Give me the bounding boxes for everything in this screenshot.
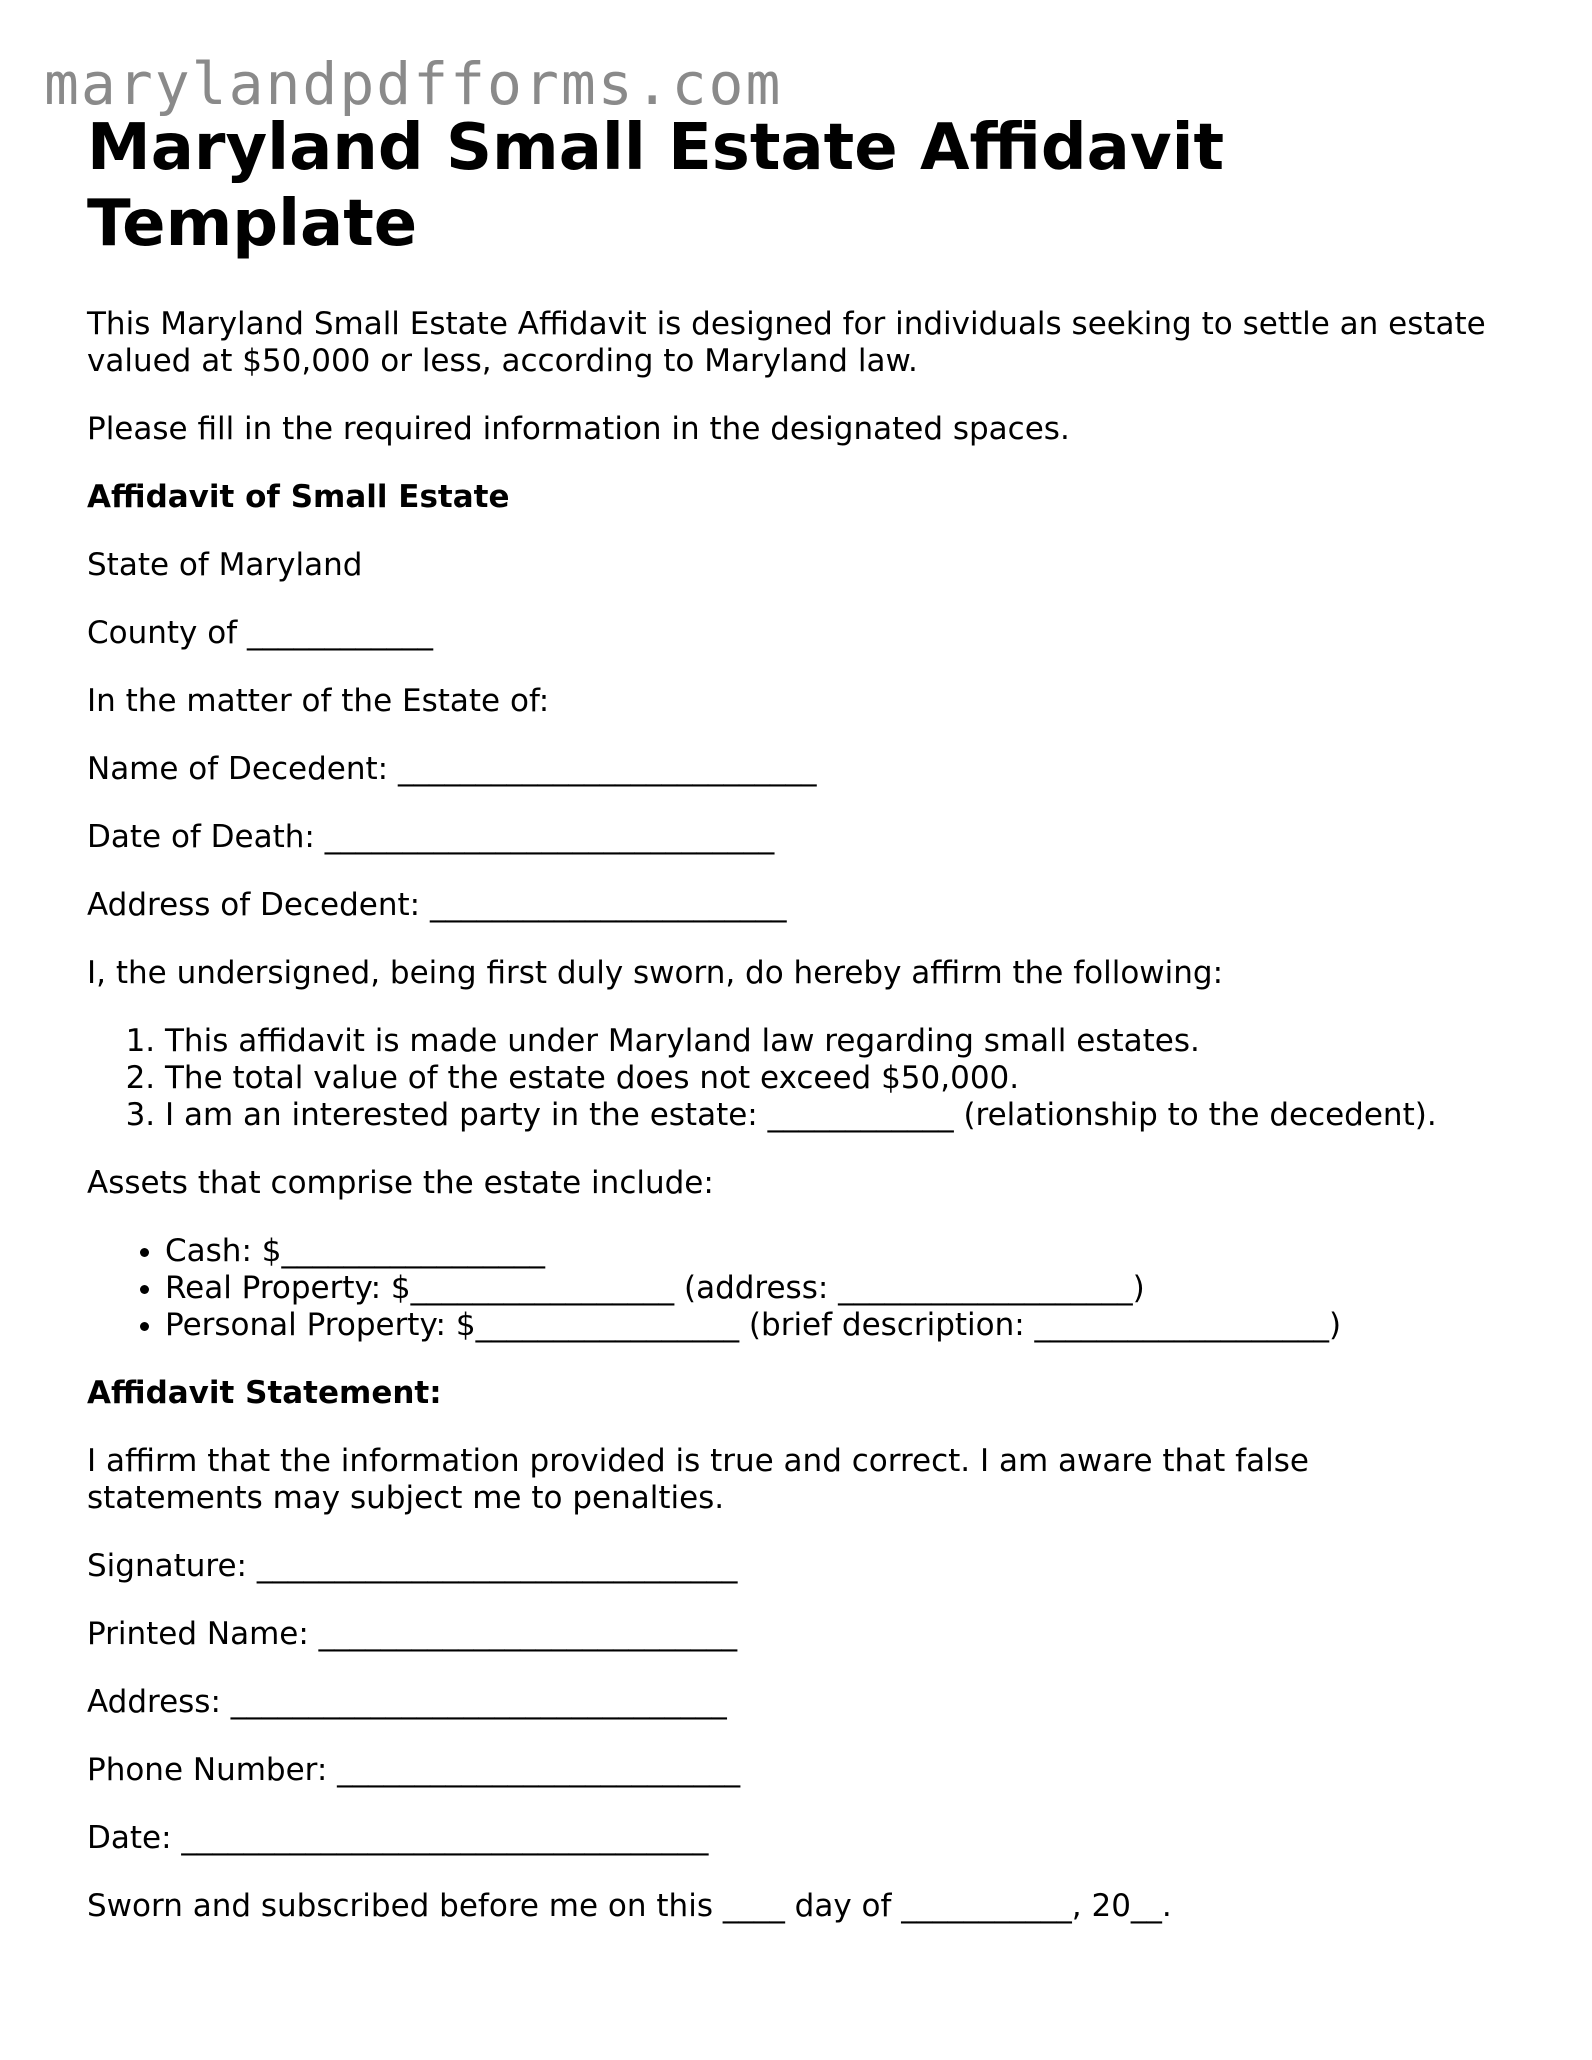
sworn-footer: Sworn and subscribed before me on this ____ day of ___________, 20__. <box>87 1888 1172 1924</box>
affirmation-item: 1. This affidavit is made under Maryland law regarding small estates. <box>165 1023 1507 1060</box>
state-line: State of Maryland <box>87 547 363 583</box>
asset-item: • Real Property: $_________________ (address: ___________________) <box>165 1270 1507 1307</box>
county-field: County of ____________ <box>87 615 433 651</box>
estate-matter-line: In the matter of the Estate of: <box>87 683 550 719</box>
statement-text: I affirm that the information provided is true and correct. I am aware that false statements may subject me to penalties. <box>87 1443 1309 1516</box>
asset-item: • Personal Property: $_________________ (brief description: ___________________) <box>165 1307 1507 1344</box>
address-field: Address: ________________________________ <box>87 1684 727 1720</box>
watermark: marylandpdfforms.com <box>44 50 783 118</box>
document-title: Maryland Small Estate Affidavit Template <box>87 111 1225 261</box>
decedent-address-field: Address of Decedent: _______________________ <box>87 887 787 923</box>
date-field: Date: __________________________________ <box>87 1820 709 1856</box>
asset-item: • Cash: $_________________ <box>165 1233 1507 1270</box>
assets-list <box>87 1233 1507 1344</box>
printed-name-field: Printed Name: ___________________________ <box>87 1616 738 1652</box>
phone-field: Phone Number: __________________________ <box>87 1752 741 1788</box>
instruction-text: Please fill in the required information in the designated spaces. <box>87 411 1070 447</box>
section-heading: Affidavit of Small Estate <box>87 479 510 515</box>
decedent-name-field: Name of Decedent: ___________________________ <box>87 751 817 787</box>
document-body <box>87 110 1507 1925</box>
sworn-intro: I, the undersigned, being first duly sworn, do hereby affirm the following: <box>87 955 1224 991</box>
intro-paragraph: This Maryland Small Estate Affidavit is designed for individuals seeking to settle an estate valued at $50,000 or less, according to Maryland law. <box>87 306 1486 379</box>
assets-intro: Assets that comprise the estate include: <box>87 1165 714 1201</box>
affirmations-list <box>87 1023 1507 1134</box>
date-of-death-field: Date of Death: _____________________________ <box>87 819 775 855</box>
affirmation-item: 3. I am an interested party in the estate: ____________ (relationship to the decedent). <box>165 1097 1507 1134</box>
affirmation-item: 2. The total value of the estate does not exceed $50,000. <box>165 1060 1507 1097</box>
statement-heading: Affidavit Statement: <box>87 1375 442 1411</box>
signature-field: Signature: _______________________________ <box>87 1548 738 1584</box>
